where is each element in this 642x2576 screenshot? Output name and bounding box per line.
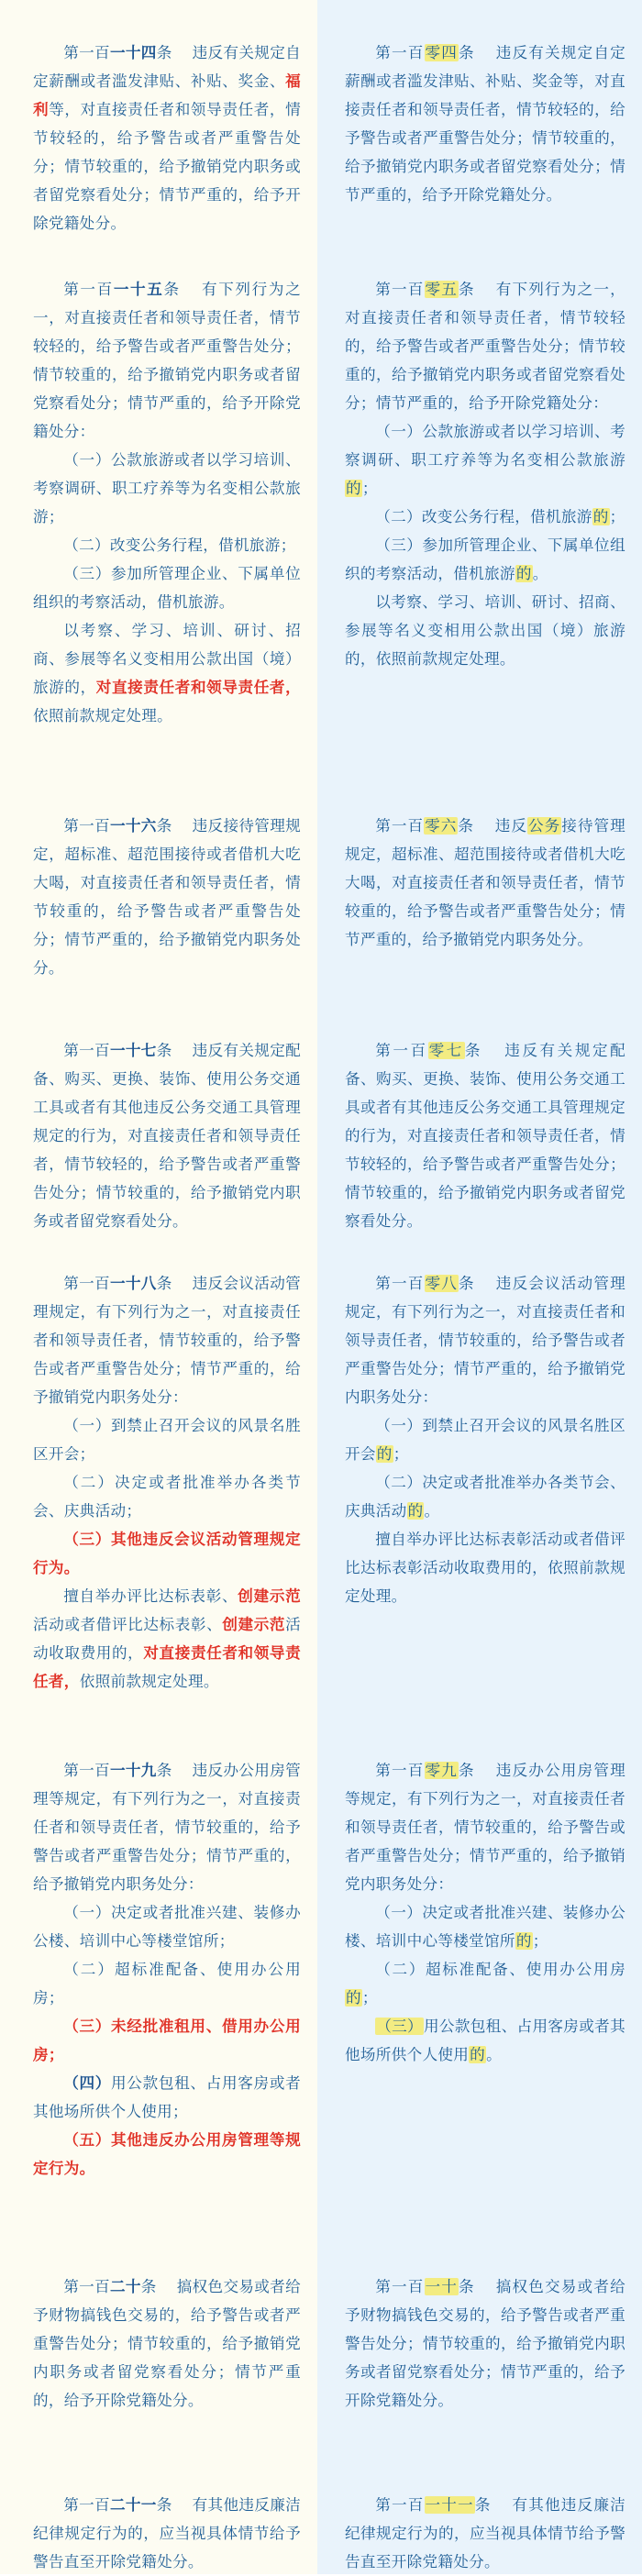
article-110-text: 第一百一十条 搞权色交易或者给予财物搞钱色交易的，给予警告或者严重警告处分；情节较重的，给予撤销党内职务或者留党察看处分；情节严重的，给予开除党籍处分。 — [345, 2278, 625, 2409]
article-115-para-2: 以考察、学习、培训、研讨、招商、参展等名义变相用公款出国（境）旅游的，对直接责任者和领导责任者，依照前款规定处理。 — [33, 622, 301, 724]
item-3-added: （三）其他违反会议活动管理规定行为。 — [33, 1531, 301, 1576]
highlighted-number: 零七 — [428, 1042, 464, 1059]
article-117 — [33, 1036, 301, 1235]
added-text: 对直接责任者和领导责任者， — [95, 679, 301, 696]
item-2: （二）超标准配备、使用办公用房的； — [346, 1961, 625, 2007]
item-3-added: （三）未经批准租用、借用办公用房； — [33, 2018, 301, 2063]
item-2: （二）改变公务行程，借机旅游的； — [375, 508, 625, 525]
item-1: （一）到禁止召开会议的风景名胜区开会的； — [345, 1417, 625, 1463]
article-number: 一十七 — [109, 1042, 157, 1059]
added-text: 创建示范 — [222, 1616, 286, 1633]
article-107 — [345, 1036, 625, 1235]
highlighted-number: 零八 — [425, 1275, 459, 1292]
article-111-text: 第一百一十一条 有其他违反廉洁纪律规定行为的，应当视具体情节给予警告直至开除党籍处分。 — [345, 2496, 625, 2570]
article-115 — [33, 275, 301, 730]
item-3: （三）参加所管理企业、下属单位组织的考察活动，借机旅游。 — [33, 565, 301, 611]
highlight: 的 — [346, 480, 361, 497]
highlight: 的 — [407, 1502, 424, 1520]
article-number: 一十五 — [113, 281, 164, 298]
article-120-text: 第一百二十条 搞权色交易或者给予财物搞钱色交易的，给予警告或者严重警告处分；情节较重的，给予撤销党内职务或者留党察看处分；情节严重的，给予开除党籍处分。 — [33, 2278, 301, 2409]
highlight: 的 — [592, 508, 609, 525]
highlighted-number: 零四 — [425, 44, 459, 61]
item-1: （一）决定或者批准兴建、装修办公楼、培训中心等楼堂馆所； — [33, 1904, 301, 1950]
article-107-text: 第一百零七条 违反有关规定配备、购买、更换、装饰、使用公务交通工具或者有其他违反公务交通工具管理规定的行为，对直接责任者和领导责任者，情节较轻的，给予警告或者严重警告处分；情节较重的，给予撤销党内职务或者留党察看处分。 — [345, 1042, 625, 1230]
highlight: 的 — [376, 1445, 393, 1463]
article-116 — [33, 812, 301, 982]
left-column-new-version — [0, 0, 317, 2574]
highlight: 公务 — [527, 817, 561, 835]
article-119 — [33, 1756, 301, 2183]
article-117-text: 第一百一十七条 违反有关规定配备、购买、更换、装饰、使用公务交通工具或者有其他违反公务交通工具管理规定的行为，对直接责任者和领导责任者，情节较轻的，给予警告或者严重警告处分；情节较重的，给予撤销党内职务或者留党察看处分。 — [33, 1042, 301, 1230]
highlighted-number: 零九 — [425, 1762, 459, 1779]
highlight: 的 — [346, 1989, 361, 2007]
item-3: （三）用公款包租、占用客房或者其他场所供个人使用的。 — [345, 2018, 625, 2063]
highlighted-item-number: （三） — [376, 2018, 423, 2035]
article-120 — [33, 2272, 301, 2415]
item-2: （二）改变公务行程，借机旅游； — [63, 536, 296, 554]
article-121-text: 第一百二十一条 有其他违反廉洁纪律规定行为的，应当视具体情节给予警告直至开除党籍处分。 — [33, 2496, 301, 2570]
article-108 — [345, 1269, 625, 1610]
added-text: 创建示范 — [238, 1587, 301, 1605]
article-111 — [345, 2491, 625, 2576]
item-1: （一）到禁止召开会议的风景名胜区开会； — [33, 1417, 301, 1463]
highlighted-number: 零六 — [425, 817, 458, 835]
item-5-added: （五）其他违反办公用房管理等规定行为。 — [33, 2131, 301, 2177]
article-115-intro: 第一百一十五条 有下列行为之一，对直接责任者和领导责任者，情节较轻的，给予警告或者严重警告处分；情节较重的，给予撤销党内职务或者留党察看处分；情节严重的，给予开除党籍处分： — [33, 281, 301, 440]
item-number: （四） — [63, 2074, 112, 2092]
right-column-old-version — [317, 0, 642, 2574]
added-text: 福利 — [33, 72, 301, 118]
highlighted-number: 一十一 — [425, 2496, 474, 2514]
highlighted-number: 一十 — [425, 2278, 459, 2295]
article-number: 二十一 — [109, 2496, 157, 2514]
added-text: 对直接责任者和领导责任者， — [33, 1644, 301, 1690]
article-116-text: 第一百一十六条 违反接待管理规定，超标准、超范围接待或者借机大吃大喝，对直接责任者和领导责任者，情节较重的，给予警告或者严重警告处分；情节严重的，给予撤销党内职务处分。 — [33, 817, 301, 977]
article-121 — [33, 2491, 301, 2576]
article-119-intro: 第一百一十九条 违反办公用房管理等规定，有下列行为之一，对直接责任者和领导责任者，情节较重的，给予警告或者严重警告处分；情节严重的，给予撤销党内职务处分： — [33, 1762, 301, 1893]
item-1: （一）公款旅游或者以学习培训、考察调研、职工疗养等为名变相公款旅游； — [33, 451, 301, 525]
article-number: 一十八 — [109, 1275, 157, 1292]
article-106 — [345, 812, 625, 954]
item-1: （一）决定或者批准兴建、装修办公楼、培训中心等楼堂馆所的； — [345, 1904, 625, 1950]
article-104 — [345, 39, 625, 209]
article-109 — [345, 1756, 625, 2069]
article-114 — [33, 39, 301, 238]
item-2: （二）超标准配备、使用办公用房； — [33, 1961, 301, 2007]
article-118-para-2: 擅自举办评比达标表彰、创建示范活动或者借评比达标表彰、创建示范活动收取费用的，对直接责任者和领导责任者，依照前款规定处理。 — [33, 1587, 301, 1690]
article-105-intro: 第一百零五条 有下列行为之一，对直接责任者和领导责任者，情节较轻的，给予警告或者严重警告处分；情节较重的，给予撤销党内职务或者留党察看处分；情节严重的，给予开除党籍处分： — [345, 281, 625, 412]
highlight: 的 — [515, 1932, 532, 1950]
article-110 — [345, 2272, 625, 2415]
item-2: （二）决定或者批准举办各类节会、庆典活动的。 — [345, 1474, 625, 1520]
highlighted-number: 零五 — [425, 281, 459, 298]
article-number: 一十四 — [109, 44, 157, 61]
article-104-text: 第一百零四条 违反有关规定自定薪酬或者滥发津贴、补贴、奖金等，对直接责任者和领导责任者，情节较轻的，给予警告或者严重警告处分；情节较重的，给予撤销党内职务或者留党察看处分；情节严重的，给予开除党籍处分。 — [345, 44, 625, 204]
article-number: 一十九 — [109, 1762, 157, 1779]
item-4: （四）用公款包租、占用客房或者其他场所供个人使用； — [33, 2074, 301, 2120]
article-number: 一十六 — [109, 817, 157, 835]
article-109-intro: 第一百零九条 违反办公用房管理等规定，有下列行为之一，对直接责任者和领导责任者，情节较重的，给予警告或者严重警告处分；情节严重的，给予撤销党内职务处分： — [345, 1762, 625, 1893]
article-108-intro: 第一百零八条 违反会议活动管理规定，有下列行为之一，对直接责任者和领导责任者，情节较重的，给予警告或者严重警告处分；情节严重的，给予撤销党内职务处分： — [345, 1275, 625, 1406]
article-106-text: 第一百零六条 违反公务接待管理规定，超标准、超范围接待或者借机大吃大喝，对直接责任者和领导责任者，情节较重的，给予警告或者严重警告处分；情节严重的，给予撤销党内职务处分。 — [345, 817, 626, 948]
article-118 — [33, 1269, 301, 1696]
item-3: （三）参加所管理企业、下属单位组织的考察活动，借机旅游的。 — [345, 536, 625, 582]
article-number: 二十 — [109, 2278, 141, 2295]
article-114-text: 第一百一十四条 违反有关规定自定薪酬或者滥发津贴、补贴、奖金、福利等，对直接责任者和领导责任者，情节较轻的，给予警告或者严重警告处分；情节较重的，给予撤销党内职务或者留党察看处分；情节严重的，给予开除党籍处分。 — [33, 44, 301, 232]
article-108-para-2: 擅自举办评比达标表彰活动或者借评比达标表彰活动收取费用的，依照前款规定处理。 — [345, 1531, 625, 1605]
article-105-para-2: 以考察、学习、培训、研讨、招商、参展等名义变相用公款出国（境）旅游的，依照前款规定处理。 — [345, 593, 625, 668]
item-2: （二）决定或者批准举办各类节会、庆典活动； — [33, 1474, 301, 1520]
highlight: 的 — [515, 565, 532, 582]
highlight: 的 — [470, 2046, 486, 2063]
item-1: （一）公款旅游或者以学习培训、考察调研、职工疗养等为名变相公款旅游的； — [345, 423, 625, 497]
article-105 — [345, 275, 625, 673]
article-118-intro: 第一百一十八条 违反会议活动管理规定，有下列行为之一，对直接责任者和领导责任者，情节较重的，给予警告或者严重警告处分；情节严重的，给予撤销党内职务处分： — [33, 1275, 301, 1406]
